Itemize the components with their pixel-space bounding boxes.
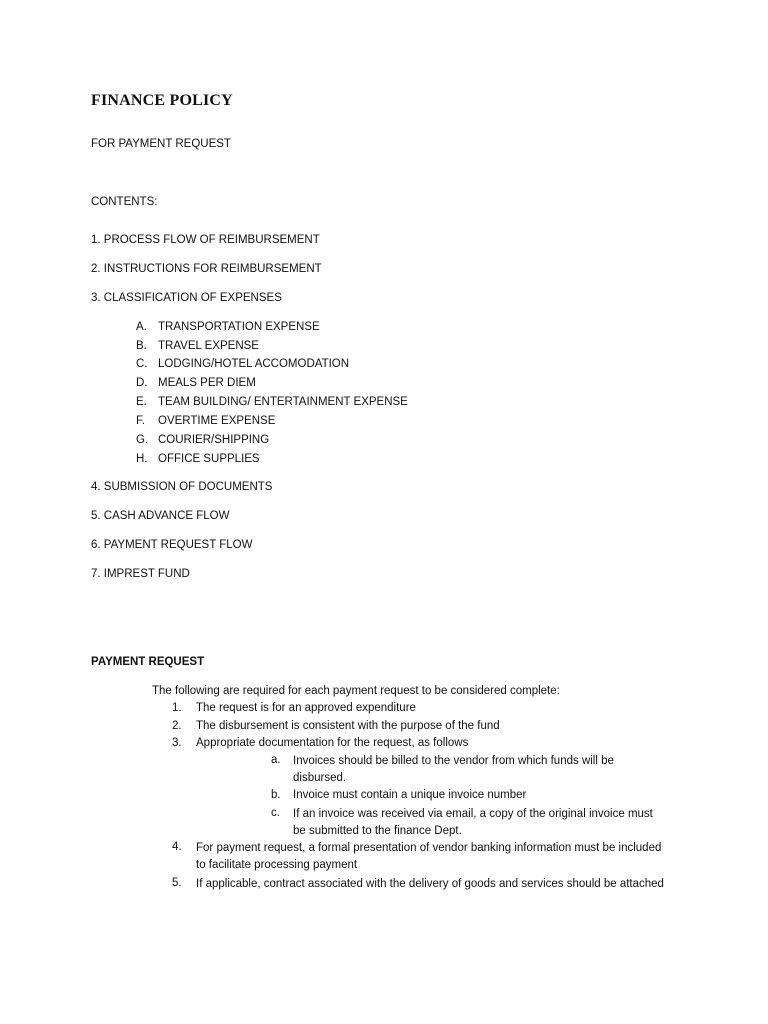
expense-class-marker: F. bbox=[136, 415, 145, 427]
expense-class-item: LODGING/HOTEL ACCOMODATION bbox=[158, 358, 350, 370]
expense-class-item: OFFICE SUPPLIES bbox=[158, 453, 260, 465]
contents-item: 2. INSTRUCTIONS FOR REIMBURSEMENT bbox=[91, 263, 322, 275]
contents-item: 6. PAYMENT REQUEST FLOW bbox=[91, 539, 253, 551]
requirement-marker: 5. bbox=[172, 877, 182, 889]
documentation-marker: a. bbox=[271, 754, 281, 766]
payment-request-intro: The following are required for each payment request to be considered complete: bbox=[152, 685, 560, 697]
expense-class-marker: C. bbox=[136, 358, 148, 370]
expense-class-marker: B. bbox=[136, 340, 147, 352]
documentation-marker: c. bbox=[271, 807, 280, 819]
expense-class-item: OVERTIME EXPENSE bbox=[158, 415, 276, 427]
requirement-item: The disbursement is consistent with the purpose of the fund bbox=[196, 720, 500, 732]
documentation-item: If an invoice was received via email, a copy of the original invoice must be submitted to the finance Dept. bbox=[293, 808, 653, 837]
requirement-marker: 2. bbox=[172, 720, 182, 732]
contents-item: 7. IMPREST FUND bbox=[91, 568, 190, 580]
requirement-item: The request is for an approved expenditure bbox=[196, 702, 416, 714]
payment-request-heading: PAYMENT REQUEST bbox=[91, 656, 205, 668]
contents-item: 4. SUBMISSION OF DOCUMENTS bbox=[91, 481, 273, 493]
requirement-item: If applicable, contract associated with the delivery of goods and services should be attached bbox=[196, 878, 664, 890]
document-title: FINANCE POLICY bbox=[91, 92, 233, 109]
requirement-marker: 3. bbox=[172, 737, 182, 749]
documentation-item: Invoices should be billed to the vendor from which funds will be disbursed. bbox=[293, 755, 614, 784]
contents-item: 5. CASH ADVANCE FLOW bbox=[91, 510, 230, 522]
expense-class-item: MEALS PER DIEM bbox=[158, 377, 256, 389]
requirement-item: For payment request, a formal presentation of vendor banking information must be included to facilitate processing payment bbox=[196, 842, 662, 871]
requirement-marker: 1. bbox=[172, 702, 182, 714]
expense-class-marker: A. bbox=[136, 321, 147, 333]
contents-item: 1. PROCESS FLOW OF REIMBURSEMENT bbox=[91, 234, 320, 246]
contents-label: CONTENTS: bbox=[91, 196, 158, 208]
documentation-marker: b. bbox=[271, 789, 281, 801]
expense-class-marker: E. bbox=[136, 396, 147, 408]
document-subtitle: FOR PAYMENT REQUEST bbox=[91, 138, 231, 150]
requirement-item: Appropriate documentation for the request, as follows bbox=[196, 737, 469, 749]
expense-class-item: TRAVEL EXPENSE bbox=[158, 340, 259, 352]
expense-class-marker: D. bbox=[136, 377, 148, 389]
expense-class-marker: H. bbox=[136, 453, 148, 465]
expense-class-item: TEAM BUILDING/ ENTERTAINMENT EXPENSE bbox=[158, 396, 408, 408]
requirement-marker: 4. bbox=[172, 841, 182, 853]
expense-class-item: TRANSPORTATION EXPENSE bbox=[158, 321, 320, 333]
expense-class-marker: G. bbox=[136, 434, 149, 446]
documentation-item: Invoice must contain a unique invoice number bbox=[293, 789, 527, 801]
contents-item: 3. CLASSIFICATION OF EXPENSES bbox=[91, 292, 282, 304]
expense-class-item: COURIER/SHIPPING bbox=[158, 434, 270, 446]
